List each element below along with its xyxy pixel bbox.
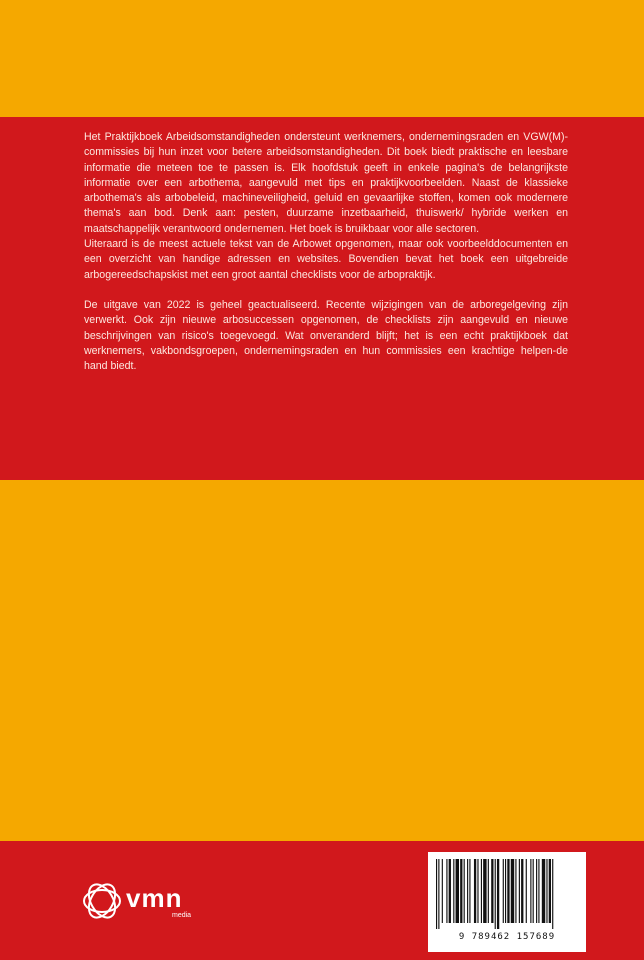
barcode-bar <box>546 859 547 923</box>
blurb-paragraph-2: Uiteraard is de meest actuele tekst van de Arbowet opgenomen, maar ook voorbeelddocumenten en een overzicht van handige adressen en websites. Bovendien bevat het boek een uitgebreide arbogereedschapskist met een groot aantal checklists voor de arbopraktijk. <box>84 238 568 281</box>
vmn-media-logo <box>80 877 220 927</box>
vmn-swirl-icon <box>80 879 124 923</box>
barcode-bar <box>460 859 462 923</box>
barcode-bar <box>481 859 482 923</box>
barcode-bar <box>538 859 539 923</box>
barcode-bar <box>497 859 499 929</box>
barcode-bar <box>436 859 437 929</box>
barcode-bars <box>436 859 578 929</box>
barcode-bar <box>515 859 516 923</box>
isbn-barcode <box>428 852 586 952</box>
barcode-bar <box>469 859 470 923</box>
barcode-bar <box>442 859 443 923</box>
barcode-bar <box>467 859 468 923</box>
barcode-bar <box>438 859 439 929</box>
back-cover-blurb <box>84 130 568 374</box>
barcode-bar <box>474 859 476 923</box>
barcode-bar <box>491 859 493 923</box>
barcode-bar <box>505 859 506 923</box>
barcode-bar <box>530 859 531 923</box>
logo-subtitle: media <box>172 912 192 919</box>
barcode-bar <box>542 859 545 923</box>
barcode-bar <box>511 859 514 923</box>
blurb-paragraph-1: Het Praktijkboek Arbeidsomstandigheden ondersteunt werknemers, ondernemingsraden en VGW(M)-commissies bij hun inzet voor betere arbeidsomstandigheden. Dit boek biedt praktische en leesbare informatie die meteen toe te passen is. Elk hoofdstuk geeft in enkele pagina's de belangrijkste informatie over een arbothema, aangevuld met tips en praktijkvoorbeelden. Naast de klassieke arbothema's als arbobeleid, machineveiligheid, geluid en gevaarlijke stoffen, komen ook modernere thema's aan bod. Denk aan: pesten, duurzame inzetbaarheid, thuiswerk/ hybride werken en maatschappelijk verantwoord ondernemen. Het boek is bruikbaar voor alle sectoren. <box>84 131 568 235</box>
barcode-bar <box>477 859 478 923</box>
barcode-bar <box>519 859 520 923</box>
barcode-bar <box>464 859 465 923</box>
barcode-bar <box>552 859 553 929</box>
barcode-bar <box>503 859 504 923</box>
blurb-paragraph-3: De uitgave van 2022 is geheel geactualiseerd. Recente wijzigingen van de arboregelgeving zijn verwerkt. Ook zijn nieuwe arbosuccessen opgenomen, de checklists zijn aangevuld en nieuwe beschrijvingen van risico's toegevoegd. Wat onveranderd blijft; het is een echt praktijkboek dat werknemers, vakbondsgroepen, ondernemingsraden en hun commissies een krachtige helpen-de hand biedt. <box>84 298 568 373</box>
barcode-bar <box>488 859 489 923</box>
barcode-bar <box>533 859 534 923</box>
barcode-bar <box>453 859 454 923</box>
barcode-bar <box>526 859 527 923</box>
barcode-bar <box>446 859 447 923</box>
logo-wordmark: vmn <box>126 883 183 913</box>
barcode-bar <box>536 859 537 923</box>
barcode-bar <box>521 859 523 923</box>
barcode-bar <box>549 859 551 923</box>
isbn-number: 9 789462 157689 <box>458 932 556 942</box>
barcode-bar <box>507 859 509 923</box>
barcode-bar <box>483 859 486 923</box>
barcode-bar <box>495 859 496 929</box>
barcode-bar <box>449 859 451 923</box>
barcode-bar <box>456 859 459 923</box>
